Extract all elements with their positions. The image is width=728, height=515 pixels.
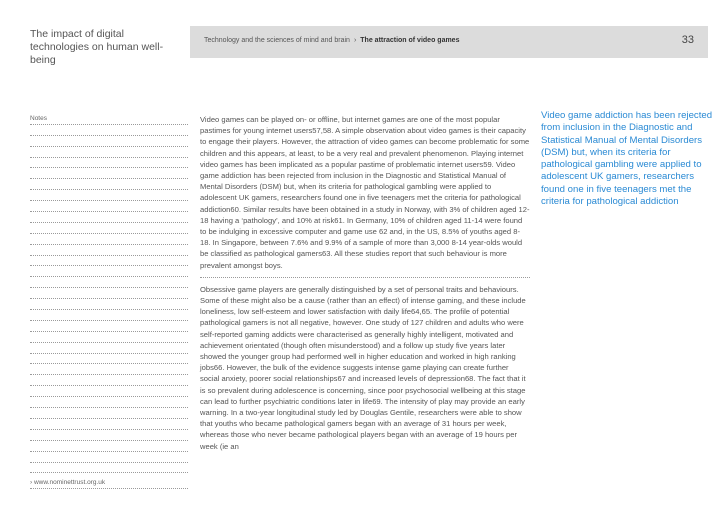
notes-line (30, 364, 188, 375)
notes-line (30, 419, 188, 430)
body-paragraph-1: Video games can be played on- or offline, but internet games are one of the most popular pastimes for young internet users57,58. A simple observation about video games is their capacity to engage their players. However, the attraction of video games can become problematic for some children and this appears, at least, to be a very real and prevalent phenomenon. Playing internet video games has been implicated as a popular pastime of problematic internet users59. Video game addiction has been rejected from inclusion in the Diagnostic and Statistical Manual of Mental Disorders (DSM) but, when its criteria for pathological gambling were applied to adolescent UK gamers, researchers found one in five teenagers met the criteria for pathological addiction60. Similar results have been obtained in a study in Norway, with 3% of children aged 12-18 having a ‘pathology’, and 10% at risk61. In Germany, 10% of children aged 11-14 were found to be indulging in excessive computer and game use 62 and, in the US, 8.5% of youths aged 8-18. In Singapore, between 7.6% and 9.9% of a sample of more than 3,000 8-14 year-olds would be classified as pathological gamers63. All these studies report that such behaviour is more prevalent amongst boys. (200, 114, 530, 278)
chevron-right-icon: › (353, 37, 357, 44)
notes-line (30, 332, 188, 343)
page-header (190, 26, 708, 58)
notes-label: Notes (30, 115, 47, 122)
notes-line (30, 452, 188, 463)
notes-line (30, 321, 188, 332)
notes-line (30, 201, 188, 212)
notes-footer (30, 478, 188, 489)
notes-column (30, 114, 188, 473)
breadcrumb-section[interactable]: Technology and the sciences of mind and brain (204, 37, 350, 44)
notes-line (30, 375, 188, 386)
body-paragraph-2: Obsessive game players are generally distinguished by a set of personal traits and behaviours. Some of these might also be a cause (rather than an effect) of intense gaming, and these include loneliness, low self-esteem and lower satisfaction with daily life64,65. The profile of potential pathological gamers is not all negative, however. One study of 127 children and adults who were self-reported gaming addicts were characterised as generally highly intelligent, motivated and achievement orientated (though often misunderstood) and a follow up study five years later showed the younger group had performed well in higher education and worked in high ranking jobs66. However, the bulk of the evidence suggests intense game playing can create further social anxiety, poorer social relationships67 and increased levels of depression68. The fact that it is so prevalent during adolescence is concerning, since poor psychosocial wellbeing at this stage can lead to further psychiatric conditions later in life69. The intensity of play may provide an early warning. In a two-year longitudinal study led by Douglas Gentile, researchers were able to show that youths who became pathological gamers began with an average of 31 hours per week, whereas those who never became pathological players began with an average of 19 hours per week (ie an (200, 284, 526, 451)
notes-heading (30, 114, 188, 125)
notes-line (30, 299, 188, 310)
notes-line (30, 147, 188, 158)
notes-line (30, 223, 188, 234)
notes-line (30, 277, 188, 288)
notes-line (30, 354, 188, 365)
page-number: 33 (681, 34, 694, 46)
notes-line (30, 136, 188, 147)
notes-line (30, 245, 188, 256)
notes-line (30, 190, 188, 201)
notes-line (30, 288, 188, 299)
website-link[interactable]: › www.nominettrust.org.uk (30, 479, 106, 486)
document-title: The impact of digital technologies on human well-being (30, 28, 164, 66)
notes-line (30, 158, 188, 169)
notes-line (30, 343, 188, 354)
notes-line (30, 212, 188, 223)
notes-line (30, 256, 188, 267)
notes-line (30, 441, 188, 452)
notes-line (30, 386, 188, 397)
notes-line (30, 310, 188, 321)
main-body (200, 114, 530, 464)
notes-line (30, 234, 188, 245)
notes-line (30, 168, 188, 179)
notes-line (30, 430, 188, 441)
notes-line (30, 408, 188, 419)
notes-line (30, 397, 188, 408)
notes-line (30, 266, 188, 277)
breadcrumb-current: The attraction of video games (360, 37, 460, 44)
notes-line (30, 125, 188, 136)
notes-line (30, 179, 188, 190)
breadcrumb (204, 37, 459, 44)
notes-line (30, 463, 188, 474)
pull-quote: Video game addiction has been rejected from inclusion in the Diagnostic and Statistical Manual of Mental Disorders (DSM) but, when its criteria for pathological gambling were applied to adolescent UK gamers, researchers found one in five teenagers met the criteria for pathological addiction (541, 110, 713, 208)
